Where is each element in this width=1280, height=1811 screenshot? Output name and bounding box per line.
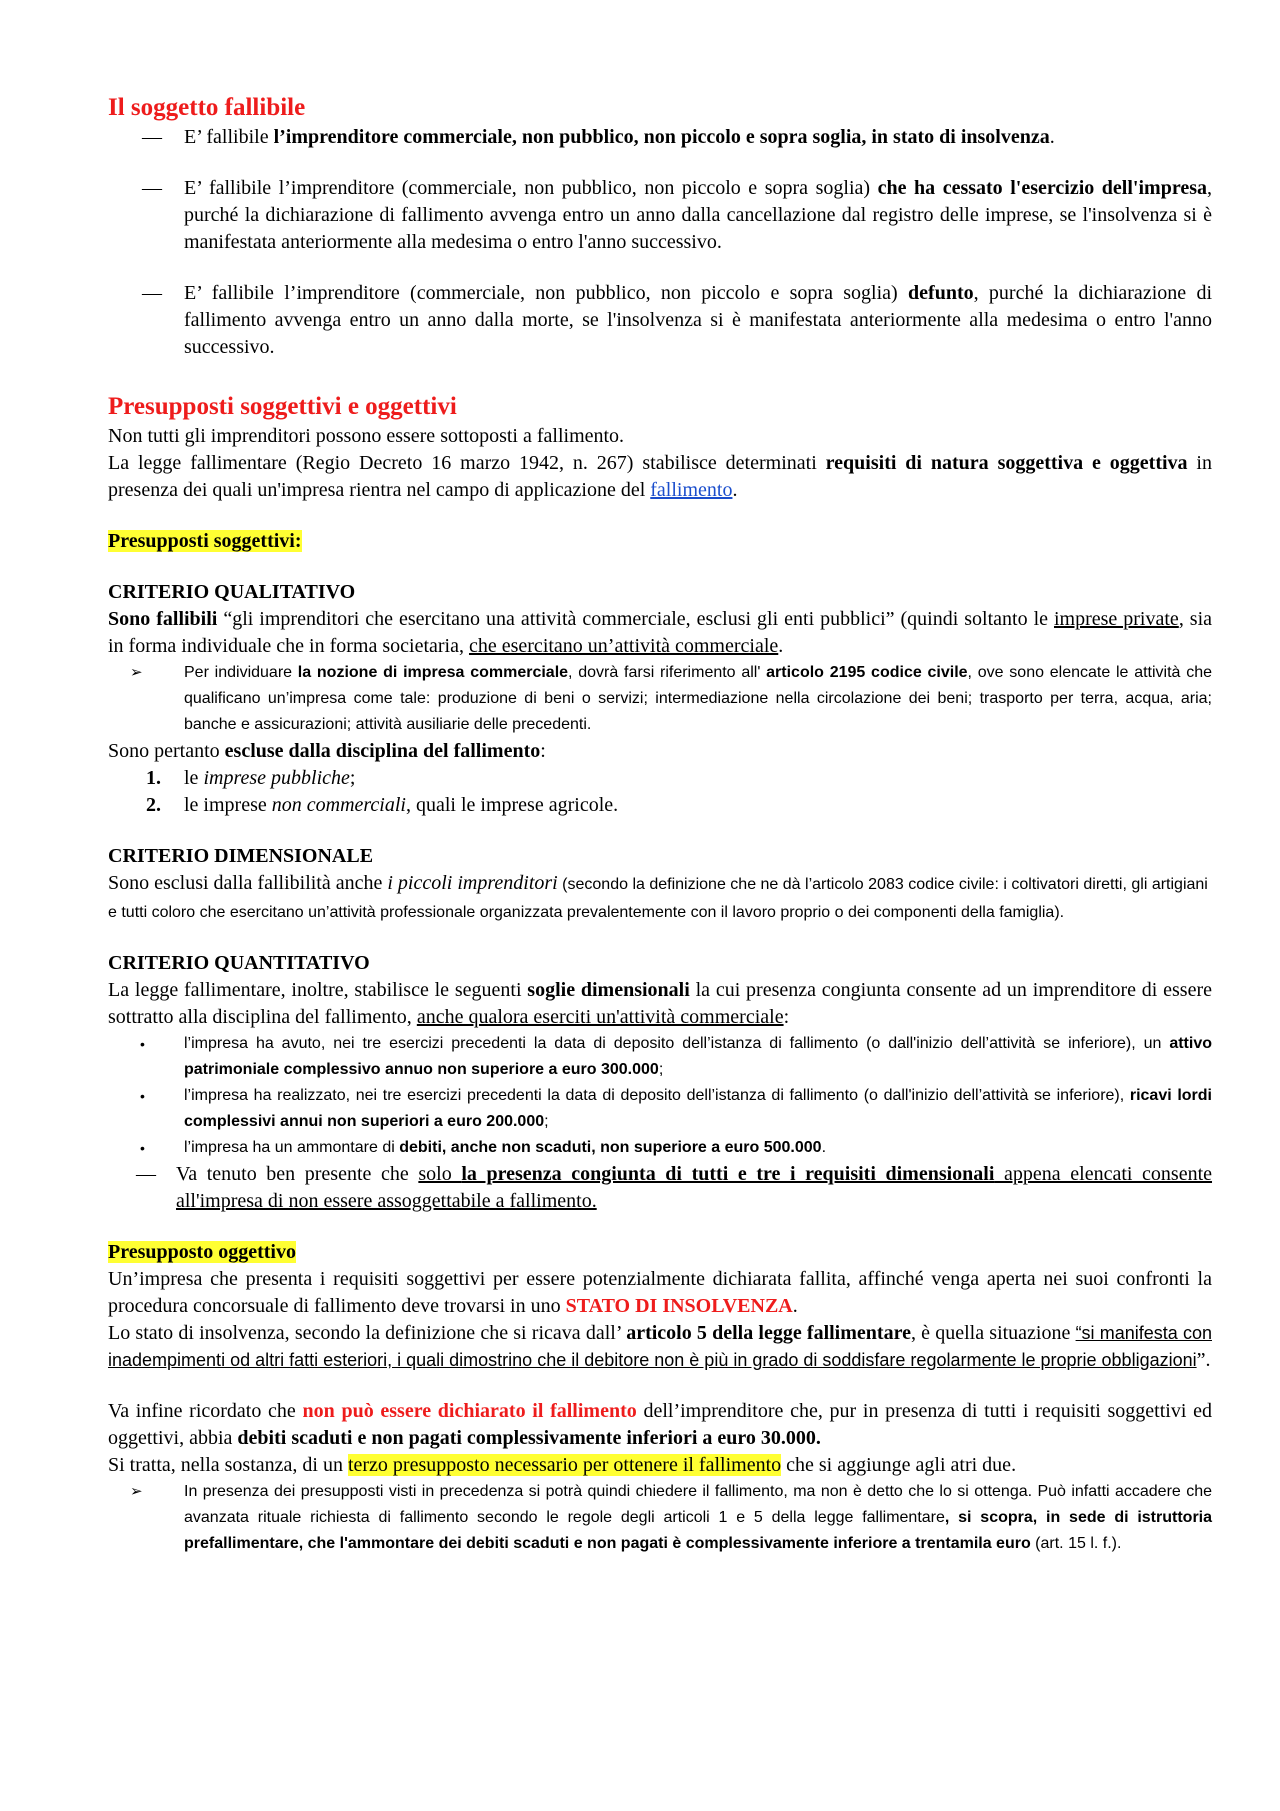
- text-run: l’impresa ha avuto, nei tre esercizi precedenti la data di deposito dell’istanza di fallimento (o dall'inizio dell’attività se inferiore), un: [184, 1035, 1170, 1052]
- bold-text: che ha cessato l'esercizio dell'impresa: [877, 177, 1207, 199]
- text-run: :: [783, 1006, 790, 1028]
- bullet-marker: •: [140, 1036, 145, 1052]
- bold-text: articolo 5 della legge fallimentare: [626, 1322, 911, 1344]
- section-title-presupposti: Presupposti soggettivi e oggettivi: [108, 393, 457, 420]
- dash-list: [108, 1161, 1212, 1215]
- italic-text: non commerciali: [271, 794, 406, 816]
- text-run: ;: [349, 767, 356, 789]
- text-run: le imprese: [184, 794, 272, 816]
- underlined-quote: “si manifesta con inadempimenti od altri fatti esteriori, i quali dimostrino che il debitore non è più in grado di soddisfare regolarmente le proprie obbligazioni: [108, 1323, 1212, 1370]
- highlighted-heading: Presupposti soggettivi:: [108, 530, 302, 552]
- italic-text: imprese pubbliche: [203, 767, 350, 789]
- bold-text: l’imprenditore commerciale, non pubblico, non piccolo e sopra soglia, in stato di insolvenza: [273, 126, 1050, 148]
- text-run: che si aggiunge agli atri due.: [781, 1454, 1017, 1476]
- text-run: (art. 15 l. f.).: [1030, 1535, 1122, 1552]
- text-run: la cui presenza congiunta consente ad un imprenditore di essere sottratto alla disciplina del fallimento,: [108, 979, 1212, 1028]
- dash-marker: —: [142, 126, 162, 148]
- fallibile-list-2: [108, 175, 1212, 256]
- list-item: [108, 124, 1212, 151]
- text-run: La legge fallimentare (Regio Decreto 16 marzo 1942, n. 267) stabilisce determinati: [108, 452, 826, 474]
- bold-text: soglie dimensionali: [527, 979, 690, 1001]
- document-page: [108, 92, 1212, 1557]
- list-item: [108, 1479, 1212, 1557]
- criterio-qualitativo-title: CRITERIO QUALITATIVO: [108, 581, 356, 603]
- bold-text: escluse dalla disciplina del fallimento: [224, 740, 541, 762]
- text-run: , ove sono elencate le attività che qualificano un’impresa come tale: produzione di beni o servizi; intermediazione nella circolazione dei beni; trasporto per terra, acqua, aria; banche e assicurazioni; attività ausiliarie delle precedenti.: [184, 664, 1212, 733]
- text-run: In presenza dei presupposti visti in precedenza si potrà quindi chiedere il fallimento, ma non è detto che lo si ottenga. Può infatti accadere che avanzata rituale richiesta di fallimento secondo le regole degli articoli 1 e 5 della legge fallimentare: [184, 1483, 1212, 1526]
- paragraph: [108, 1320, 1212, 1374]
- text-run: .: [792, 1295, 798, 1317]
- number-marker: 1.: [146, 767, 161, 789]
- text-run: , purché la dichiarazione di fallimento avvenga entro un anno dalla cancellazione dal registro delle imprese, se l'insolvenza si è manifestata anteriormente alla medesima o entro l'anno successivo.: [184, 177, 1212, 253]
- red-bold-text: STATO DI INSOLVENZA: [565, 1295, 793, 1317]
- underlined-text: appena elencati consente all'impresa di non essere assoggettabile a fallimento.: [176, 1163, 1213, 1212]
- text-run: l’impresa ha realizzato, nei tre esercizi precedenti la data di deposito dell’istanza di fallimento (o dall'inizio dell’attività se inferiore),: [184, 1087, 1130, 1104]
- italic-text: i piccoli imprenditori: [387, 872, 558, 894]
- paragraph: [108, 1452, 1212, 1479]
- text-run: .: [1049, 126, 1055, 148]
- text-run: Lo stato di insolvenza, secondo la definizione che si ricava dall’: [108, 1322, 627, 1344]
- bold-text: debiti, anche non scaduti, non superiore a euro 500.000: [399, 1139, 822, 1156]
- text-run: le: [184, 767, 204, 789]
- list-item: [108, 1031, 1212, 1083]
- text-run: .: [778, 635, 784, 657]
- list-item: [108, 1083, 1212, 1135]
- highlighted-text: terzo presupposto necessario per ottenere il fallimento: [347, 1454, 782, 1476]
- paragraph: [108, 606, 1212, 660]
- text-run: Si tratta, nella sostanza, di un: [108, 1454, 348, 1476]
- bold-text: ricavi lordi complessivi annui non superiori a euro 200.000: [184, 1087, 1213, 1130]
- highlighted-heading: Presupposto oggettivo: [108, 1241, 296, 1263]
- bullet-marker: •: [140, 1088, 145, 1104]
- text-run: ;: [544, 1113, 549, 1130]
- dash-marker: —: [136, 1163, 156, 1185]
- bullet-list: [108, 1031, 1212, 1161]
- arrow-list: [108, 660, 1212, 738]
- list-item: [108, 175, 1212, 256]
- text-run: , sia in forma individuale che in forma societaria,: [108, 608, 1213, 657]
- text-run: ”.: [1196, 1349, 1211, 1371]
- list-item: [108, 1161, 1212, 1215]
- number-marker: 2.: [146, 794, 161, 816]
- text-run: l’impresa ha un ammontare di: [184, 1139, 400, 1156]
- paragraph: [108, 1398, 1212, 1452]
- text-run: , purché la dichiarazione di fallimento avvenga entro un anno dalla morte, se l'insolvenza si è manifestata anteriormente alla medesima o entro l'anno successivo.: [184, 282, 1212, 358]
- bold-text: articolo 2195 codice civile: [766, 664, 968, 681]
- subheading-presupposto-oggettivo: [108, 1239, 1212, 1266]
- red-bold-text: non può essere dichiarato il fallimento: [302, 1400, 637, 1422]
- paragraph: [108, 1266, 1212, 1320]
- bold-text: Sono fallibili: [108, 608, 218, 630]
- list-item: [108, 1135, 1212, 1161]
- subheading-presupposti-soggettivi: [108, 528, 1212, 555]
- fallibile-list: [108, 124, 1212, 151]
- paragraph: Non tutti gli imprenditori possono essere sottoposti a fallimento.: [108, 425, 625, 447]
- underlined-text: che esercitano un’attività commerciale: [468, 635, 779, 657]
- text-run: Sono esclusi dalla fallibilità anche: [108, 872, 388, 894]
- text-run: ;: [658, 1061, 664, 1078]
- text-run: .: [732, 479, 738, 501]
- fallibile-list-3: [108, 280, 1212, 361]
- text-run: “gli imprenditori che esercitano una attività commerciale, esclusi gli enti pubblici” (quindi soltanto le: [217, 608, 1054, 630]
- criterio-quantitativo-title: CRITERIO QUANTITATIVO: [108, 952, 370, 974]
- paragraph: [108, 977, 1212, 1031]
- paragraph: [108, 870, 1212, 926]
- bold-text: defunto: [908, 282, 974, 304]
- bold-text: , si scopra, in sede di istruttoria prefallimentare, che l'ammontare dei debiti scaduti e non pagati è complessivamente inferiore a trentamila euro: [184, 1509, 1213, 1552]
- arrow-marker: ➢: [130, 664, 143, 681]
- underlined-text: solo: [418, 1163, 462, 1185]
- text-run: dell’imprenditore che, pur in presenza di tutti i requisiti soggettivi ed oggettivi, abbia: [108, 1400, 1212, 1449]
- text-run: Sono pertanto: [108, 740, 225, 762]
- arrow-marker: ➢: [130, 1483, 143, 1500]
- list-item: [108, 792, 1212, 819]
- text-run: , quali le imprese agricole.: [405, 794, 619, 816]
- text-run: Per individuare: [184, 664, 298, 681]
- text-run: , è quella situazione: [910, 1322, 1076, 1344]
- numbered-list: [108, 765, 1212, 819]
- list-item: [108, 660, 1212, 738]
- text-run: .: [821, 1139, 827, 1156]
- paragraph: [108, 738, 1212, 765]
- dash-marker: —: [142, 177, 162, 199]
- text-run: La legge fallimentare, inoltre, stabilisce le seguenti: [108, 979, 528, 1001]
- text-run: Un’impresa che presenta i requisiti soggettivi per essere potenzialmente dichiarata fallita, affinché venga aperta nei suoi confronti la procedura concorsuale di fallimento deve trovarsi in uno: [108, 1268, 1212, 1317]
- bold-text: requisiti di natura soggettiva e oggettiva: [825, 452, 1188, 474]
- text-run: E’ fallibile l’imprenditore (commerciale, non pubblico, non piccolo e sopra soglia): [184, 282, 909, 304]
- bullet-marker: •: [140, 1140, 145, 1156]
- text-run: Va infine ricordato che: [108, 1400, 303, 1422]
- list-item: [108, 280, 1212, 361]
- fallimento-link[interactable]: fallimento: [650, 479, 733, 501]
- bold-underlined-text: la presenza congiunta di tutti e tre i requisiti dimensionali: [461, 1163, 995, 1185]
- text-run: in presenza dei quali un'impresa rientra nel campo di applicazione del: [108, 452, 1212, 501]
- bold-text: debiti scaduti e non pagati complessivamente inferiori a euro 30.000.: [237, 1427, 821, 1449]
- text-run: E’ fallibile: [184, 126, 274, 148]
- dash-marker: —: [142, 282, 162, 304]
- section-title-soggetto-fallibile: Il soggetto fallibile: [108, 94, 306, 121]
- bold-text: attivo patrimoniale complessivo annuo non superiore a euro 300.000: [184, 1035, 1212, 1078]
- text-run: , dovrà farsi riferimento all': [568, 664, 767, 681]
- paragraph: [108, 450, 1212, 504]
- underlined-text: imprese private: [1053, 608, 1179, 630]
- bold-text: la nozione di impresa commerciale: [297, 664, 569, 681]
- underlined-text: anche qualora eserciti un'attività commerciale: [416, 1006, 784, 1028]
- arrow-list: [108, 1479, 1212, 1557]
- text-run: E’ fallibile l’imprenditore (commerciale, non pubblico, non piccolo e sopra soglia): [184, 177, 878, 199]
- list-item: [108, 765, 1212, 792]
- text-run: Va tenuto ben presente che: [176, 1163, 419, 1185]
- text-run: :: [540, 740, 546, 762]
- text-run: (secondo la definizione che ne dà l’articolo 2083 codice civile: i coltivatori diretti, gli artigiani e tutti coloro che esercitano un’attività professionale organizzata prevalentemente con il lavoro proprio o dei componenti della famiglia).: [108, 876, 1208, 921]
- criterio-dimensionale-title: CRITERIO DIMENSIONALE: [108, 845, 374, 867]
